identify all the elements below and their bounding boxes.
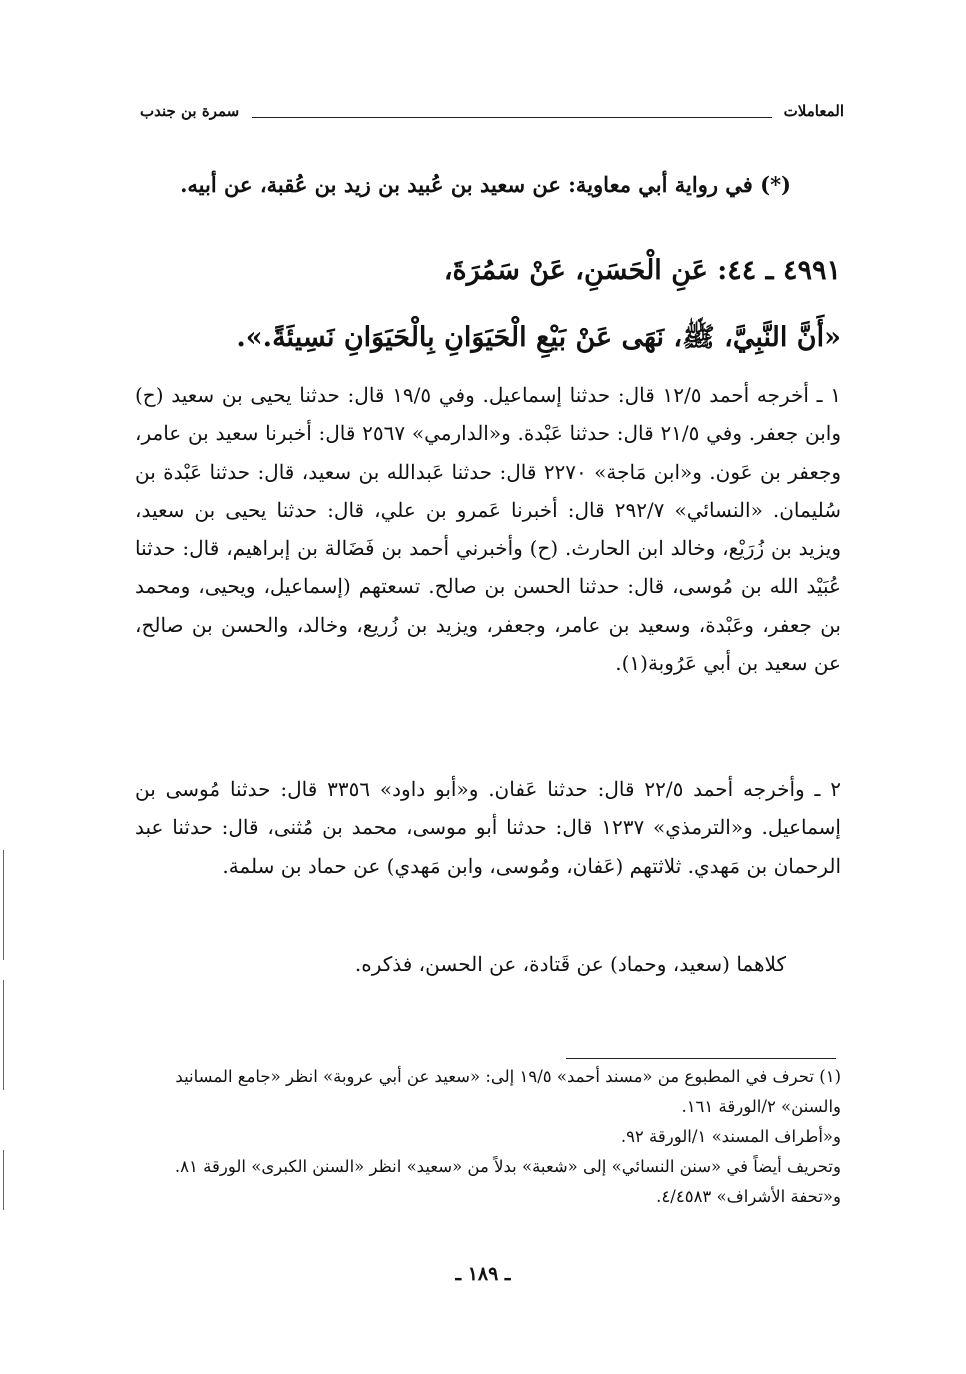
scan-edge-line	[3, 1150, 4, 1210]
footnote-3: وتحريف أيضاً في «سنن النسائي» إلى «شعبة» بدلاً من «سعيد» انظر «السنن الكبرى» الورقة ٨١. و«تحفة الأشراف» ٤/٤٥٨٣.	[174, 1157, 841, 1206]
scan-edge-line	[3, 850, 4, 960]
scan-edge-line	[3, 980, 4, 1090]
running-header	[140, 102, 844, 132]
takhrij-paragraph-1: ١ ـ أخرجه أحمد ١٢/٥ قال: حدثنا إسماعيل. وفي ١٩/٥ قال: حدثنا يحيى بن سعيد (ح) وابن جعفر. وفي ٢١/٥ قال: حدثنا عَبْدة. و«الدارمي» ٢٥٦٧ قال: أخبرنا سعيد بن عامر، وجعفر بن عَون. و«ابن مَاجة» ٢٢٧٠ قال: حدثنا عَبدالله بن سعيد، قال: حدثنا عَبْدة بن سُليمان. «النسائي» ٢٩٢/٧ قال: أخبرنا عَمرو بن علي، قال: حدثنا يحيى بن سعيد، ويزيد بن زُرَيْع، وخالد ابن الحارث. (ح) وأخبرني أحمد بن فَضَالة بن إبراهيم، قال: حدثنا عُبَيْد الله بن مُوسى، قال: حدثنا الحسن بن صالح. تسعتهم (إسماعيل، ويحيى، ومحمد بن جعفر، وعَبْدة، وسعيد بن عامر، وجعفر، ويزيد بن زُريع، وخالد، والحسن بن صالح، عن سعيد بن أبي عَرُوبة(١).	[135, 383, 841, 676]
footnote-1: (١) تحرف في المطبوع من «مسند أحمد» ١٩/٥ إلى: «سعيد عن أبي عروبة» انظر «جامع المسانيد والسنن» ٢/الورقة ١٦١.	[175, 1067, 841, 1116]
footnote-rule	[566, 1058, 836, 1059]
footnotes	[135, 1062, 841, 1212]
hadith-text: «أَنَّ النَّبِيَّ، ﷺ، نَهَى عَنْ بَيْعِ الْحَيَوَانِ بِالْحَيَوَانِ نَسِيئَةً.».	[236, 322, 841, 353]
footnote-2: و«أطراف المسند» ١/الورقة ٩٢.	[620, 1127, 841, 1146]
takhrij-summary: كلاهما (سعيد، وحماد) عن قَتادة، عن الحسن، فذكره.	[354, 952, 786, 976]
header-chapter: المعاملات	[783, 102, 844, 120]
takhrij-paragraph-2: ٢ ـ وأخرجه أحمد ٢٢/٥ قال: حدثنا عَفان. و«أبو داود» ٣٣٥٦ قال: حدثنا مُوسى بن إسماعيل. و«الترمذي» ١٢٣٧ قال: حدثنا أبو موسى، محمد بن مُثنى، قال: حدثنا عبد الرحمان بن مَهدي. ثلاثتهم (عَفان، ومُوسى، وابن مَهدي) عن حماد بن سلمة.	[135, 777, 841, 878]
header-narrator: سمرة بن جندب	[140, 102, 240, 120]
header-rule	[252, 117, 772, 118]
narration-note: (*) في رواية أبي معاوية: عن سعيد بن عُبيد بن زيد بن عُقبة، عن أبيه.	[180, 172, 791, 197]
page-number: ـ ١٨٩ ـ	[455, 1263, 511, 1285]
hadith-number-line: ٤٩٩١ ـ ٤٤: عَنِ الْحَسَنِ، عَنْ سَمُرَةَ،	[443, 255, 841, 286]
